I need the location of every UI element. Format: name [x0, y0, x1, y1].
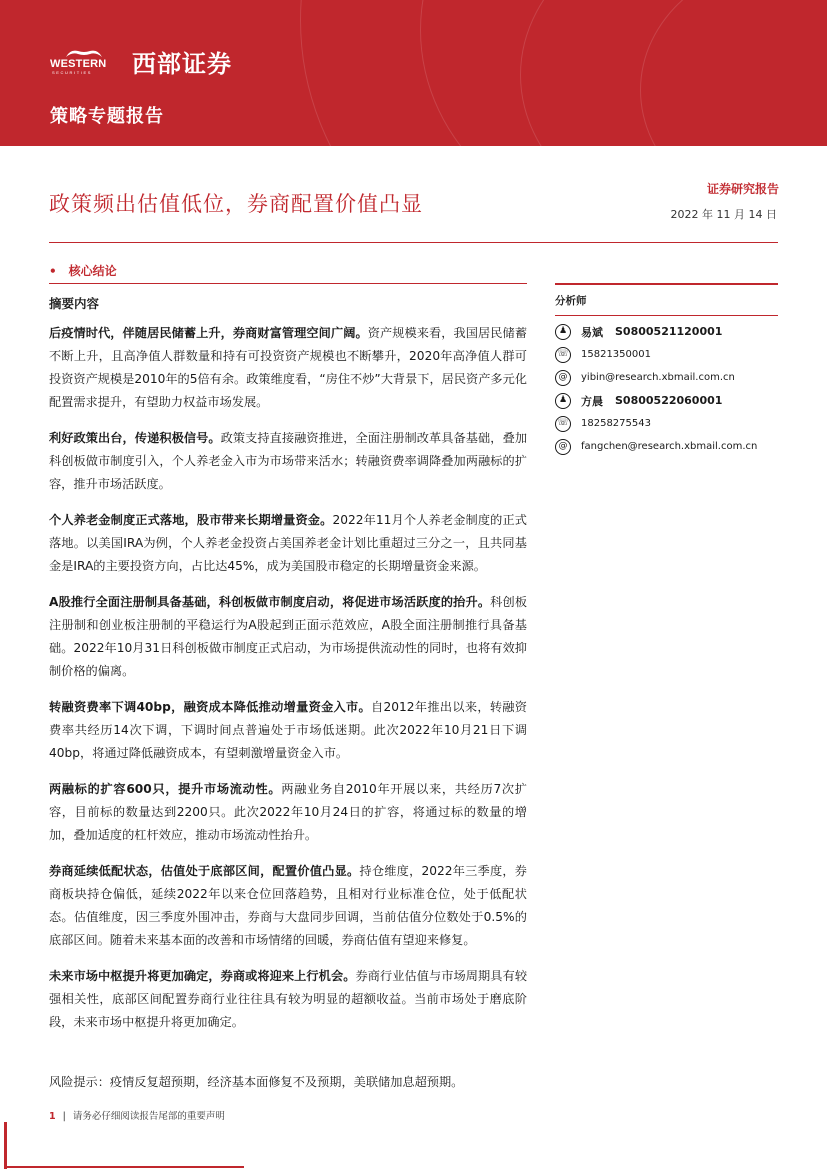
analyst-name: 方晨	[581, 394, 603, 408]
disclaimer-note: 请务必仔细阅读报告尾部的重要声明	[72, 1111, 225, 1122]
title-divider	[49, 242, 778, 243]
person-icon: ♟	[555, 324, 571, 340]
analyst-cert: S0800521120001	[615, 325, 723, 338]
page-number: 1	[49, 1111, 56, 1122]
paragraph-text: 科创板注册制和创业板注册制的平稳运行为A股起到正面示范效应，A股全面注册制推行具备基础。2022年10月31日科创板做市制度正式启动，为市场提供流动性的同时，也将有效抑制价格的偏离。	[49, 595, 528, 678]
paragraph-text: 资产规模来看，我国居民储蓄不断上升，且高净值人群数量和持有可投资资产规模也不断攀升，2020年高净值人群可投资资产规模是2010年的5倍有余。政策维度看，“房住不炒”大背景下，居民资产多元化配置需求提升，有望助力权益市场发展。	[49, 326, 528, 409]
email-icon: @	[555, 370, 571, 386]
summary-paragraph	[49, 696, 527, 765]
analyst-panel	[555, 283, 778, 458]
email-icon: @	[555, 439, 571, 455]
paragraph-lead: 两融标的扩容600只，提升市场流动性。	[49, 782, 282, 796]
report-type: 策略专题报告	[50, 106, 164, 127]
summary-paragraph	[49, 965, 527, 1034]
summary-paragraph	[49, 860, 527, 952]
analyst-label: 分析师	[555, 295, 587, 307]
section-divider	[49, 283, 527, 284]
logo-english: WESTERN	[50, 58, 107, 70]
summary-paragraph	[49, 427, 527, 496]
paragraph-lead: 未来市场中枢提升将更加确定，券商或将迎来上行机会。	[49, 969, 356, 983]
paragraph-lead: 券商延续低配状态，估值处于底部区间，配置价值凸显。	[49, 864, 360, 878]
header-decoration	[640, 0, 827, 146]
summary-paragraph	[49, 322, 527, 414]
analyst-entry	[555, 316, 778, 389]
paragraph-lead: 后疫情时代，伴随居民储蓄上升，券商财富管理空间广阔。	[49, 326, 368, 340]
logo-english-sub: SECURITIES	[52, 70, 93, 75]
summary-paragraph	[49, 509, 527, 578]
analyst-name-row	[555, 320, 778, 343]
analyst-email-row	[555, 435, 778, 458]
paragraph-text: 政策支持直接融资推进，全面注册制改革具备基础，叠加科创板做市制度引入，个人养老金入市为市场带来活水；转融资费率调降叠加两融标的扩容，推升市场活跃度。	[49, 431, 528, 491]
company-logo	[50, 46, 232, 76]
person-icon: ♟	[555, 393, 571, 409]
risk-warning: 风险提示：疫情反复超预期，经济基本面修复不及预期，美联储加息超预期。	[49, 1075, 464, 1089]
summary-body	[49, 322, 527, 1034]
paragraph-lead: A股推行全面注册制具备基础，科创板做市制度启动，将促进市场活跃度的抬升。	[49, 595, 491, 609]
analyst-cert: S0800522060001	[615, 394, 723, 407]
paragraph-text: 券商行业估值与市场周期具有较强相关性，底部区间配置券商行业往往具有较为明显的超额收益。当前市场处于磨底阶段，未来市场中枢提升将更加确定。	[49, 969, 528, 1029]
analyst-entry	[555, 389, 778, 458]
paragraph-text: 2022年11月个人养老金制度的正式落地。以美国IRA为例，个人养老金投资占美国养老金计划比重超过三分之一，且共同基金是IRA的主要投资方向，占比达45%，成为美国股市稳定的长期增量资金来源。	[49, 513, 527, 573]
analyst-email[interactable]: fangchen@research.xbmail.com.cn	[581, 441, 758, 452]
phone-icon: ☏	[555, 416, 571, 432]
phone-icon: ☏	[555, 347, 571, 363]
analyst-phone: 18258275543	[581, 418, 651, 429]
summary-heading: 摘要内容	[49, 296, 100, 311]
corner-accent	[4, 1166, 244, 1168]
analyst-phone-row	[555, 343, 778, 366]
analyst-email[interactable]: yibin@research.xbmail.com.cn	[581, 372, 735, 383]
report-title: 政策频出估值低位，券商配置价值凸显	[49, 192, 423, 216]
logo-mark	[50, 47, 122, 75]
footer-separator: |	[62, 1111, 66, 1122]
report-tag: 证券研究报告	[706, 182, 779, 196]
analyst-phone-row	[555, 412, 778, 435]
paragraph-lead: 转融资费率下调40bp，融资成本降低推动增量资金入市。	[49, 700, 372, 714]
analyst-name: 易斌	[581, 325, 603, 339]
page-footer	[49, 1108, 225, 1122]
paragraph-text: 两融业务自2010年开展以来，共经历7次扩容，目前标的数量达到2200只。此次2022年10月24日的扩容，将通过标的数量的增加，叠加适度的杠杆效应，推动市场流动性抬升。	[49, 782, 527, 842]
summary-paragraph	[49, 778, 527, 847]
summary-paragraph	[49, 591, 527, 683]
analyst-name-row	[555, 389, 778, 412]
corner-accent	[4, 1122, 7, 1169]
paragraph-text: 持仓维度，2022年三季度，券商板块持仓偏低，延续2022年以来仓位回落趋势，且相对行业标准仓位，处于低配状态。估值维度，因三季度外围冲击，券商与大盘同步回调，当前估值分位数处于0.5%的底部区间。随着未来基本面的改善和市场情绪的回暖，券商估值有望迎来修复。	[49, 864, 527, 947]
paragraph-text: 自2012年推出以来，转融资费率共经历14次下调，下调时间点普遍处于市场低迷期。此次2022年10月21日下调40bp，将通过降低融资成本，有望刺激增量资金入市。	[49, 700, 527, 760]
paragraph-lead: 个人养老金制度正式落地，股市带来长期增量资金。	[49, 513, 333, 527]
report-date: 2022 年 11 月 14 日	[670, 208, 777, 221]
paragraph-lead: 利好政策出台，传递积极信号。	[49, 431, 221, 445]
bullet-icon: •	[49, 264, 57, 278]
analyst-panel-top-rule	[555, 283, 778, 285]
section-heading	[49, 262, 117, 279]
section-label: 核心结论	[68, 264, 117, 278]
analyst-email-row	[555, 366, 778, 389]
logo-chinese: 西部证券	[132, 49, 232, 78]
report-header	[0, 0, 827, 146]
analyst-phone: 15821350001	[581, 349, 651, 360]
